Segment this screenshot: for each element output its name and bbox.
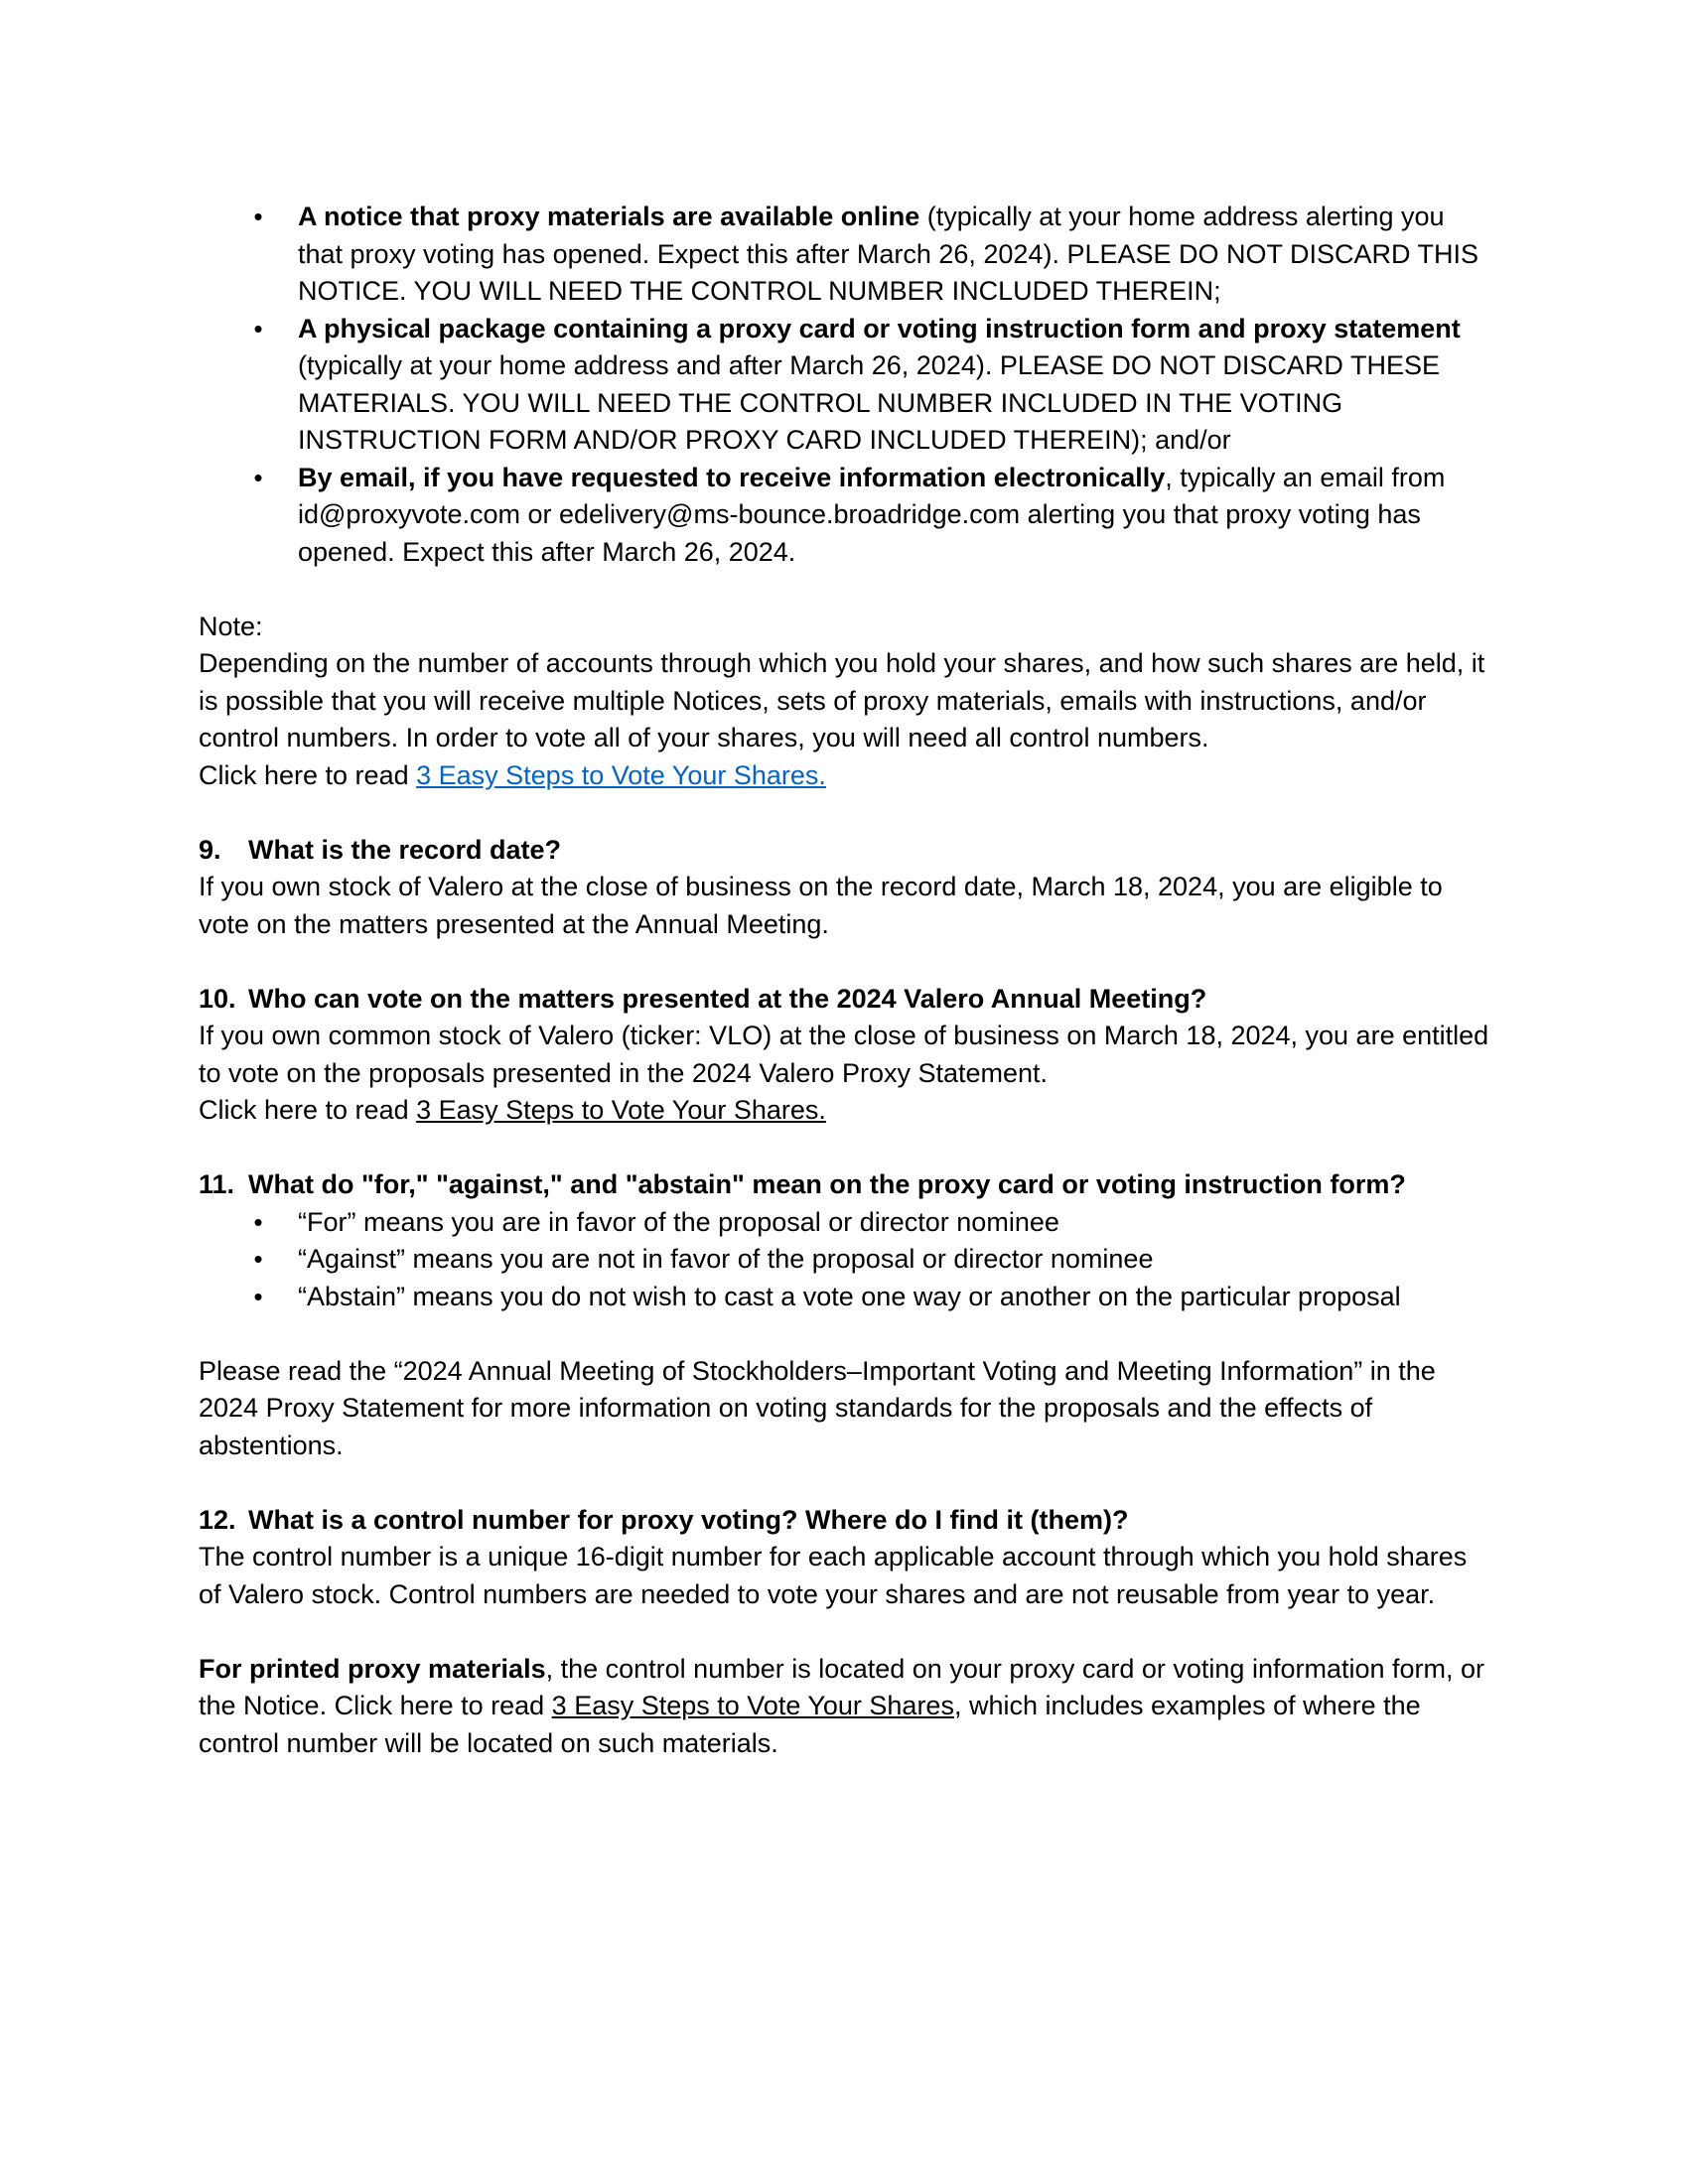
bullet-text: “Abstain” means you do not wish to cast a vote one way or another on the particular proposal [298,1281,1401,1311]
bullet-bold-text: A notice that proxy materials are available online [298,202,920,231]
q10-number: 10. [199,983,236,1014]
list-item [199,1279,1489,1316]
bullet-bold-text: By email, if you have requested to receive information electronically [298,462,1166,492]
bullet-icon: • [253,202,263,231]
q9-title: What is the record date? [248,834,562,865]
q9-heading [199,832,1489,870]
q10-body: If you own common stock of Valero (ticker: VLO) at the close of business on March 18, 2024, you are entitled to vote on the proposals presented in the 2024 Valero Proxy Statement. [199,1021,1489,1088]
note-click-line [199,757,1489,795]
bullet-icon: • [253,1206,263,1237]
click-prefix: Click here to read [199,759,417,790]
printed-tail: , which includes examples of where the control number will be located on such materials. [199,1691,1421,1758]
bullet-text: (typically at your home address and after March 26, 2024). PLEASE DO NOT DISCARD THESE MATERIALS. YOU WILL NEED THE CONTROL NUMBER INCLUDED IN THE VOTING INSTRUCTION FORM AND/OR PROXY CARD INCLUDED THEREIN); and/or [298,350,1440,455]
printed-text: , the control number is located on your proxy card or voting information form, or the Notice. Click here to read [199,1653,1485,1720]
bullet-text: “For” means you are in favor of the proposal or director nominee [298,1206,1059,1237]
printed-bold-text: For printed proxy materials [199,1653,546,1684]
three-easy-steps-link[interactable]: 3 Easy Steps to Vote Your Shares. [416,1095,826,1125]
bullet-text: , typically an email from id@proxyvote.com or edelivery@ms-bounce.broadridge.com alerting you that proxy voting has opened. Expect this after March 26, 2024. [298,462,1446,567]
q10-click-line [199,1092,1489,1130]
three-easy-steps-link[interactable]: 3 Easy Steps to Vote Your Shares [551,1691,954,1720]
list-item [199,311,1489,460]
q9-body: If you own stock of Valero at the close of business on the record date, March 18, 2024, you are eligible to vote on the matters presented at the Annual Meeting. [199,872,1443,939]
q12-body: The control number is a unique 16-digit number for each applicable account through which you hold shares of Valero stock. Control numbers are needed to vote your shares and are not reusable from year to year. [199,1542,1468,1609]
intro-bullet-list [199,199,1489,571]
bullet-bold-text: A physical package containing a proxy card or voting instruction form and proxy statement [298,313,1461,343]
bullet-icon: • [253,313,263,343]
bullet-text: (typically at your home address alerting you that proxy voting has opened. Expect this after March 26, 2024). PLEASE DO NOT DISCARD THIS NOTICE. YOU WILL NEED THE CONTROL NUMBER INCLUDED THEREIN; [298,202,1479,306]
q10-title: Who can vote on the matters presented at the 2024 Valero Annual Meeting? [248,983,1207,1014]
q12-printed-paragraph [199,1651,1489,1763]
list-item [199,1204,1489,1242]
click-prefix: Click here to read [199,1095,417,1125]
bullet-icon: • [253,462,263,492]
q10-heading [199,981,1489,1019]
q12-heading [199,1502,1489,1540]
q11-bullet-list [199,1204,1489,1316]
document-page [199,199,1489,1762]
list-item [199,1241,1489,1279]
q12-title: What is a control number for proxy voting? Where do I find it (them)? [248,1504,1129,1535]
note-label: Note: [199,611,263,641]
bullet-icon: • [253,1281,263,1311]
q9-number: 9. [199,834,221,865]
three-easy-steps-link[interactable]: 3 Easy Steps to Vote Your Shares. [416,759,826,790]
bullet-text: “Against” means you are not in favor of the proposal or director nominee [298,1244,1154,1274]
q11-body: Please read the “2024 Annual Meeting of Stockholders–Important Voting and Meeting Information” in the 2024 Proxy Statement for more information on voting standards for the proposals and the effects of abstentions. [199,1355,1436,1460]
list-item [199,199,1489,311]
q11-title: What do "for," "against," and "abstain" mean on the proxy card or voting instruction form? [248,1169,1406,1199]
q11-heading [199,1166,1489,1204]
q12-number: 12. [199,1504,236,1535]
bullet-icon: • [253,1244,263,1274]
list-item [199,460,1489,572]
q11-number: 11. [199,1169,235,1199]
note-body: Depending on the number of accounts through which you hold your shares, and how such shares are held, it is possible that you will receive multiple Notices, sets of proxy materials, emails with instructions, and/or control numbers. In order to vote all of your shares, you will need all control numbers. [199,648,1485,752]
